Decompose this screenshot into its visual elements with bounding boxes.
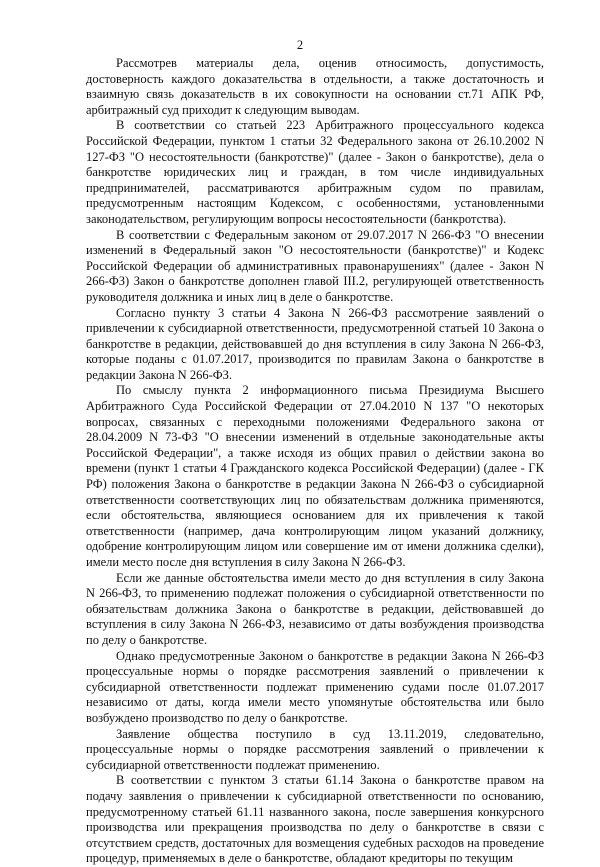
paragraph-3: В соответствии с Федеральным законом от 29.07.2017 N 266-ФЗ "О внесении изменений в Федеральный закон "О несостоятельности (банкротстве)" и Кодекс Российской Федерации об административных правонарушениях" (далее - Закон N 266-ФЗ) Закон о банкротстве дополнен главой III.2, регулирующей ответственность руководителя должника и иных лиц в деле о банкротстве. (86, 227, 544, 304)
paragraph-2: В соответствии со статьей 223 Арбитражного процессуального кодекса Российской Федерации, пунктом 1 статьи 32 Федерального закона от 26.10.2002 N 127-ФЗ "О несостоятельности (банкротстве)" (далее - Закон о банкротстве), дела о банкротстве юридических лиц и граждан, в том числе индивидуальных предпринимателей, рассматриваются арбитражным судом по правилам, предусмотренным настоящим Кодексом, с особенностями, установленными законодательством, регулирующим вопросы несостоятельности (банкротства). (86, 118, 544, 226)
paragraph-6: Если же данные обстоятельства имели место до дня вступления в силу Закона N 266-ФЗ, то применению подлежат положения о субсидиарной ответственности по обязательствам должника Закона о банкротстве в редакции, действовавшей до вступления в силу Закона N 266-ФЗ, независимо от даты возбуждения производства по делу о банкротстве. (86, 570, 544, 647)
page-number: 2 (296, 38, 304, 52)
paragraph-1: Рассмотрев материалы дела, оценив относимость, допустимость, достоверность каждого доказательства в отдельности, а также достаточность и взаимную связь доказательств в их совокупности на основании ст.71 АПК РФ, арбитражный суд приходит к следующим выводам. (86, 56, 544, 117)
paragraph-4: Согласно пункту 3 статьи 4 Закона N 266-ФЗ рассмотрение заявлений о привлечении к субсидиарной ответственности, предусмотренной статьей 10 Закона о банкротстве в редакции, действовавшей до дня вступления в силу Закона N 266-ФЗ, которые поданы с 01.07.2017, производится по правилам Закона о банкротстве в редакции Закона N 266-ФЗ. (86, 305, 544, 382)
paragraph-5: По смыслу пункта 2 информационного письма Президиума Высшего Арбитражного Суда Российской Федерации от 27.04.2010 N 137 "О некоторых вопросах, связанных с переходными положениями Федерального закона от 28.04.2009 N 73-ФЗ "О внесении изменений в отдельные законодательные акты Российской Федерации", а также исходя из общих правил о действии закона во времени (пункт 1 статьи 4 Гражданского кодекса Российской Федерации) (далее - ГК РФ) положения Закона о банкротстве в редакции Закона N 266-ФЗ о субсидиарной ответственности соответствующих лиц по обязательствам должника применяются, если обстоятельства, являющиеся основанием для их привлечения к такой ответственности (например, дача контролирующим лицом указаний должнику, одобрение контролирующим лицом или совершение им от имени должника сделки), имели место после дня вступления в силу Закона N 266-ФЗ. (86, 383, 544, 569)
paragraph-9: В соответствии с пунктом 3 статьи 61.14 Закона о банкротстве правом на подачу заявления о привлечении к субсидиарной ответственности по основанию, предусмотренному статьей 61.11 названного закона, после завершения конкурсного производства или прекращения производства по делу о банкротстве в связи с отсутствием средств, достаточных для возмещения судебных расходов на проведение процедур, применяемых в деле о банкротстве, обладают кредиторы по текущим (86, 773, 544, 866)
paragraph-8: Заявление общества поступило в суд 13.11.2019, следовательно, процессуальные нормы о порядке рассмотрения заявлений о привлечении к субсидиарной ответственности подлежат применению. (86, 726, 544, 772)
paragraph-7: Однако предусмотренные Законом о банкротстве в редакции Закона N 266-ФЗ процессуальные нормы о порядке рассмотрения заявлений о привлечении к субсидиарной ответственности подлежат применению судами после 01.07.2017 независимо от даты, когда имели место упомянутые обстоятельства или было возбуждено производство по делу о банкротстве. (86, 648, 544, 725)
document-body (86, 56, 544, 867)
